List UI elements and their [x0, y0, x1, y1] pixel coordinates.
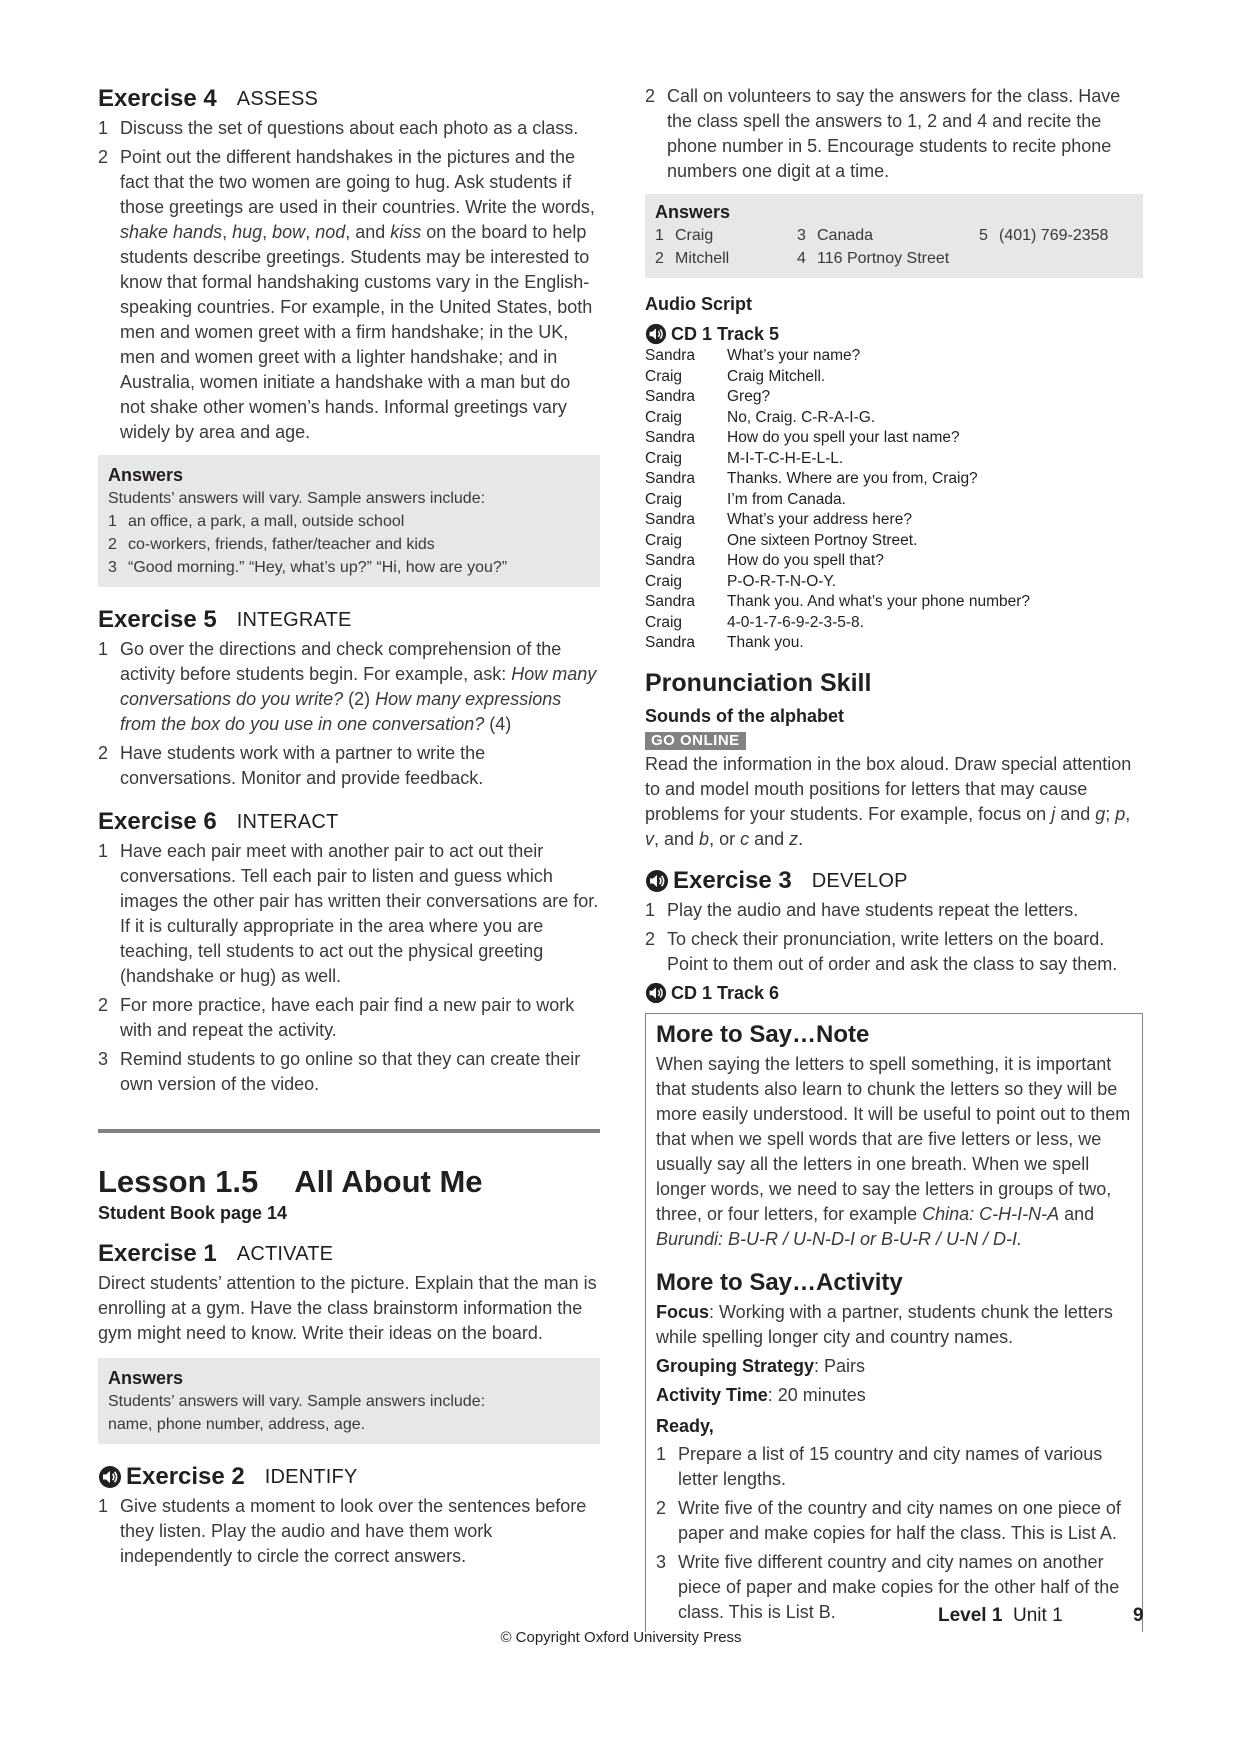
speaker: Craig	[645, 531, 683, 549]
answer-cell: 2 Mitchell	[655, 250, 730, 267]
audio-icon[interactable]	[645, 869, 669, 893]
answer-line: name, phone number, address, age.	[108, 1416, 366, 1433]
speaker: Craig	[645, 613, 683, 631]
section-divider	[98, 1129, 600, 1133]
script-line	[645, 387, 1143, 408]
script-line	[645, 531, 1143, 552]
exercise-5-heading	[98, 605, 600, 635]
answers-intro: Students’ answers will vary. Sample answers include:	[108, 1393, 486, 1410]
list-item: 2 Have students work with a partner to write the conversations. Monitor and provide feedback.	[98, 743, 486, 788]
note-title: More to Say…Note	[656, 1020, 870, 1048]
activity-grouping: Grouping Strategy: Pairs	[656, 1355, 866, 1376]
line-text: Greg?	[727, 388, 771, 405]
list-item: 3 Remind students to go online so that they can create their own version of the video.	[98, 1049, 581, 1094]
list-item: 2 For more practice, have each pair find a new pair to work with and repeat the activity.	[98, 995, 575, 1040]
page-number: 9	[1133, 1605, 1144, 1626]
exercise-3-list	[645, 898, 1143, 977]
speaker: Craig	[645, 572, 683, 590]
answer-cell	[979, 247, 1119, 270]
pronunciation-text: Read the information in the box aloud. Draw special attention to and model mouth positions for letters that may cause problems for your students. For example, focus on j and g; p, v, and b, or c and z.	[645, 753, 1132, 849]
exercise-4-title: Exercise 4	[98, 85, 217, 112]
speaker: Sandra	[645, 634, 695, 651]
answers-title: Answers	[108, 1368, 184, 1388]
line-text: 4-0-1-7-6-9-2-3-5-8.	[727, 613, 864, 631]
speaker: Sandra	[645, 593, 695, 610]
exercise-6-title: Exercise 6	[98, 808, 217, 835]
script-line	[645, 469, 1143, 490]
line-text: Craig Mitchell.	[727, 367, 826, 385]
list-item: 2 To check their pronunciation, write letters on the board. Point to them out of order and ask the class to say them.	[645, 928, 1118, 974]
list-item: 1 Give students a moment to look over the sentences before they listen. Play the audio and have them work independently to circle the correct answers.	[98, 1496, 587, 1566]
line-text: I’m from Canada.	[727, 490, 846, 508]
script-line	[645, 367, 1143, 388]
exercise-2-tag: IDENTIFY	[264, 1466, 358, 1488]
list-item: 1 Go over the directions and check comprehension of the activity before students begin. For example, ask: How many conversations do you write? (2) How many expressions from the box do you use in one conversation? (4)	[98, 639, 597, 734]
pronunciation-title: Pronunciation Skill	[645, 668, 872, 697]
speaker: Sandra	[645, 511, 695, 528]
audio-icon[interactable]	[645, 323, 667, 345]
answer-line: 1 an office, a park, a mall, outside school	[108, 513, 405, 530]
script-line	[645, 613, 1143, 634]
audio-icon[interactable]	[98, 1465, 122, 1489]
exercise-2-heading	[98, 1462, 600, 1492]
footer-level-unit: Level 1 Unit 1	[938, 1605, 1063, 1626]
answer-cell: 1 Craig	[655, 227, 714, 244]
track-label: CD 1 Track 6	[645, 981, 1143, 1005]
speaker: Sandra	[645, 347, 695, 364]
exercise-2-continued-list	[645, 84, 1143, 184]
script-line	[645, 449, 1143, 470]
line-text: No, Craig. C-R-A-I-G.	[727, 408, 876, 426]
activity-title: More to Say…Activity	[656, 1268, 903, 1296]
exercise-4-tag: ASSESS	[236, 88, 319, 110]
activity-time: Activity Time: 20 minutes	[656, 1384, 866, 1405]
activity-focus: Focus: Working with a partner, students chunk the letters while spelling longer city and country names.	[656, 1301, 1113, 1347]
student-book-page: Student Book page 14	[98, 1203, 288, 1223]
list-item: 2 Write five of the country and city names on one piece of paper and make copies for half the class. This is List A.	[656, 1497, 1121, 1543]
script-line	[645, 551, 1143, 572]
line-text: One sixteen Portnoy Street.	[727, 531, 918, 549]
list-item: 1 Have each pair meet with another pair to act out their conversations. Tell each pair to listen and guess which images the other pair has written their conversations are for. If it is culturally appropriate in the area where you are teaching, tell students to act out the physical greeting (handshake or hug) as well.	[98, 841, 599, 986]
lesson-title: Lesson 1.5 All About Me	[98, 1164, 483, 1199]
line-text: How do you spell your last name?	[727, 429, 960, 446]
script-line	[645, 346, 1143, 367]
line-text: Thank you.	[727, 634, 804, 651]
exercise-5-tag: INTEGRATE	[236, 609, 352, 631]
list-item: 3 Write five different country and city names on another piece of paper and make copies for the other half of the class. This is List B.	[656, 1551, 1120, 1622]
activity-steps	[656, 1442, 1132, 1625]
exercise-1-tag: ACTIVATE	[236, 1243, 334, 1265]
line-text: M-I-T-C-H-E-L-L.	[727, 449, 844, 467]
exercise-1-title: Exercise 1	[98, 1240, 217, 1267]
script-line	[645, 592, 1143, 613]
exercise-3-heading	[645, 866, 1143, 896]
exercise-5-title: Exercise 5	[98, 606, 217, 633]
script-line	[645, 510, 1143, 531]
list-item: 1 Prepare a list of 15 country and city names of various letter lengths.	[656, 1443, 1103, 1489]
note-text: When saying the letters to spell something, it is important that students also learn to chunk the letters so they will be more easily understood. It will be useful to point out to them that when we spell words that are five letters or less, we usually say all the letters in one breath. When we spell longer words, we need to say the letters in groups of two, three, or four letters, for example China: C-H-I-N-A and Burundi: B-U-R / U-N-D-I or B-U-R / U-N / D-I.	[656, 1053, 1131, 1249]
script-line	[645, 633, 1143, 654]
script-line	[645, 428, 1143, 449]
speaker: Sandra	[645, 552, 695, 569]
line-text: What’s your name?	[727, 347, 861, 364]
answer-cell: 5 (401) 769-2358	[979, 227, 1109, 244]
exercise-1-answers-box	[98, 1358, 600, 1444]
answers-intro: Students’ answers will vary. Sample answers include:	[108, 490, 486, 507]
copyright: © Copyright Oxford University Press	[500, 1629, 742, 1646]
answers-title: Answers	[108, 465, 184, 485]
answers-grid	[655, 224, 1133, 270]
exercise-4-answers-box	[98, 455, 600, 587]
exercise-2-title: Exercise 2	[126, 1463, 245, 1490]
exercise-6-tag: INTERACT	[236, 811, 339, 833]
script-line	[645, 408, 1143, 429]
exercise-6-list	[98, 839, 600, 1097]
line-text: P-O-R-T-N-O-Y.	[727, 572, 837, 590]
script-line	[645, 572, 1143, 593]
right-column	[645, 84, 1143, 1632]
audio-icon[interactable]	[645, 982, 667, 1004]
speaker: Craig	[645, 367, 683, 385]
pronunciation-subtitle: Sounds of the alphabet	[645, 705, 845, 726]
exercise-5-list	[98, 637, 600, 791]
answer-line: 2 co-workers, friends, father/teacher and kids	[108, 536, 435, 553]
line-text: Thanks. Where are you from, Craig?	[727, 470, 978, 487]
go-online-badge[interactable]: GO ONLINE	[645, 732, 746, 750]
left-column	[98, 84, 600, 1573]
exercise-2-list	[98, 1494, 600, 1569]
answer-line: 3 “Good morning.” “Hey, what’s up?” “Hi, how are you?”	[108, 559, 508, 576]
exercise-6-heading	[98, 807, 600, 837]
list-item: 1 Play the audio and have students repeat the letters.	[645, 899, 1079, 920]
speaker: Sandra	[645, 388, 695, 405]
exercise-2-answers-box	[645, 194, 1143, 278]
answer-cell: 4 116 Portnoy Street	[797, 250, 950, 267]
answer-cell: 3 Canada	[797, 227, 874, 244]
exercise-1-heading	[98, 1239, 600, 1269]
track-label: CD 1 Track 5	[645, 322, 1143, 346]
more-to-say-box	[645, 1013, 1143, 1632]
speaker: Craig	[645, 490, 683, 508]
speaker: Sandra	[645, 429, 695, 446]
activity-ready: Ready,	[656, 1415, 714, 1436]
go-online-row	[645, 732, 1143, 750]
line-text: How do you spell that?	[727, 552, 884, 569]
list-item: 2 Call on volunteers to say the answers for the class. Have the class spell the answers to 1, 2 and 4 and recite the phone number in 5. Encourage students to recite phone numbers one digit at a time.	[645, 86, 1121, 181]
list-item: 2 Point out the different handshakes in the pictures and the fact that the two women are going to hug. Ask students if those greetings are used in their countries. Write the words, shake hands, hug, bow, nod, and kiss on the board to help students describe greetings. Students may be interested to know that formal handshaking customs vary in the English-speaking countries. For example, in the United States, both men and women greet with a firm handshake; in the UK, men and women greet with a lighter handshake; and in Australia, women initiate a handshake with a man but do not shake other women’s hands. Informal greetings vary widely by area and age.	[98, 147, 595, 442]
list-item: 1 Discuss the set of questions about each photo as a class.	[98, 118, 579, 138]
answers-title: Answers	[655, 202, 731, 222]
exercise-4-list	[98, 116, 600, 445]
speaker: Sandra	[645, 470, 695, 487]
line-text: Thank you. And what’s your phone number?	[727, 593, 1031, 610]
script-line	[645, 490, 1143, 511]
line-text: What’s your address here?	[727, 511, 912, 528]
audio-script-title: Audio Script	[645, 294, 752, 314]
exercise-1-text: Direct students’ attention to the picture. Explain that the man is enrolling at a gym. Have the class brainstorm information the gym might need to know. Write their ideas on the board.	[98, 1273, 597, 1343]
speaker: Craig	[645, 408, 683, 426]
audio-script-lines	[645, 346, 1143, 654]
exercise-3-tag: DEVELOP	[811, 869, 908, 892]
speaker: Craig	[645, 449, 683, 467]
exercise-3-title: Exercise 3	[673, 866, 792, 894]
exercise-4-heading	[98, 84, 600, 114]
